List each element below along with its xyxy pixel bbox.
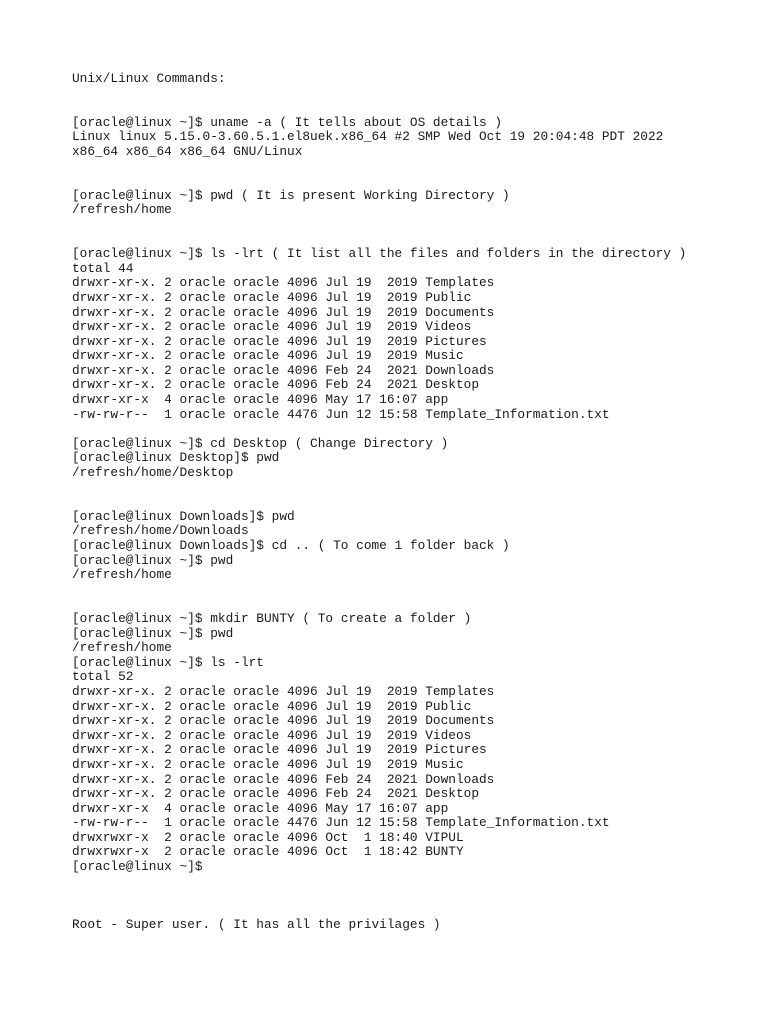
- spacer: [72, 481, 752, 510]
- ls-total: total 44: [72, 260, 134, 276]
- spacer: [72, 875, 752, 919]
- uname-output-line: x86_64 x86_64 x86_64 GNU/Linux: [72, 143, 303, 159]
- ls-row: drwxr-xr-x. 2 oracle oracle 4096 Feb 24 2021 Downloads: [72, 362, 495, 378]
- uname-command: [oracle@linux ~]$ uname -a ( It tells about OS details ): [72, 114, 503, 130]
- ls-row: drwxrwxr-x 2 oracle oracle 4096 Oct 1 18:40 VIPUL: [72, 829, 464, 845]
- ls-row: drwxr-xr-x. 2 oracle oracle 4096 Jul 19 2019 Music: [72, 348, 464, 364]
- spacer: [72, 422, 752, 437]
- shell-prompt: [oracle@linux ~]$: [72, 859, 203, 875]
- uname-output-line: Linux linux 5.15.0-3.60.5.1.el8uek.x86_64 #2 SMP Wed Oct 19 20:04:48 PDT 2022: [72, 129, 664, 145]
- ls-row: drwxr-xr-x 4 oracle oracle 4096 May 17 16:07 app: [72, 392, 449, 408]
- ls-row: drwxr-xr-x. 2 oracle oracle 4096 Jul 19 2019 Documents: [72, 713, 495, 729]
- pwd-output: /refresh/home: [72, 567, 172, 583]
- ls-row: drwxr-xr-x. 2 oracle oracle 4096 Jul 19 2019 Templates: [72, 683, 495, 699]
- spacer: [72, 218, 752, 247]
- cd-command: [oracle@linux ~]$ cd Desktop ( Change Directory ): [72, 435, 449, 451]
- pwd-output: /refresh/home: [72, 640, 172, 656]
- ls-row: -rw-rw-r-- 1 oracle oracle 4476 Jun 12 15:58 Template_Information.txt: [72, 815, 610, 831]
- ls-row: drwxr-xr-x. 2 oracle oracle 4096 Jul 19 2019 Templates: [72, 275, 495, 291]
- document-page: [72, 72, 752, 933]
- ls-row: drwxr-xr-x. 2 oracle oracle 4096 Jul 19 2019 Public: [72, 698, 472, 714]
- ls-row: drwxr-xr-x. 2 oracle oracle 4096 Feb 24 2021 Desktop: [72, 786, 480, 802]
- ls-row: drwxr-xr-x. 2 oracle oracle 4096 Jul 19 2019 Videos: [72, 727, 472, 743]
- cd-back-command: [oracle@linux Downloads]$ cd .. ( To come 1 folder back ): [72, 538, 510, 553]
- pwd-command: [oracle@linux ~]$ pwd: [72, 625, 234, 641]
- ls-row: drwxr-xr-x. 2 oracle oracle 4096 Jul 19 2019 Music: [72, 756, 464, 772]
- ls-row: drwxr-xr-x. 2 oracle oracle 4096 Jul 19 2019 Documents: [72, 304, 495, 320]
- ls-row: drwxrwxr-x 2 oracle oracle 4096 Oct 1 18:42 BUNTY: [72, 844, 464, 860]
- spacer: [72, 583, 752, 612]
- spacer: [72, 87, 752, 116]
- ls-row: drwxr-xr-x. 2 oracle oracle 4096 Jul 19 2019 Videos: [72, 319, 472, 335]
- pwd-command: [oracle@linux Downloads]$ pwd: [72, 508, 295, 524]
- ls-total: total 52: [72, 669, 134, 685]
- pwd-output: /refresh/home/Downloads: [72, 523, 249, 539]
- ls-row: drwxr-xr-x. 2 oracle oracle 4096 Jul 19 2019 Pictures: [72, 333, 487, 349]
- ls-command: [oracle@linux ~]$ ls -lrt: [72, 654, 264, 670]
- ls-row: drwxr-xr-x. 2 oracle oracle 4096 Feb 24 2021 Downloads: [72, 771, 495, 787]
- pwd-command: [oracle@linux Desktop]$ pwd: [72, 450, 280, 466]
- pwd-output: /refresh/home/Desktop: [72, 465, 234, 481]
- ls-row: -rw-rw-r-- 1 oracle oracle 4476 Jun 12 15:58 Template_Information.txt: [72, 406, 610, 422]
- root-note: Root - Super user. ( It has all the privilages ): [72, 917, 441, 933]
- pwd-output: /refresh/home: [72, 202, 172, 218]
- pwd-command: [oracle@linux ~]$ pwd ( It is present Working Directory ): [72, 187, 510, 203]
- ls-row: drwxr-xr-x. 2 oracle oracle 4096 Feb 24 2021 Desktop: [72, 377, 480, 393]
- ls-command: [oracle@linux ~]$ ls -lrt ( It list all the files and folders in the directory ): [72, 246, 687, 262]
- ls-row: drwxr-xr-x. 2 oracle oracle 4096 Jul 19 2019 Pictures: [72, 742, 487, 758]
- spacer: [72, 160, 752, 189]
- ls-row: drwxr-xr-x. 2 oracle oracle 4096 Jul 19 2019 Public: [72, 289, 472, 305]
- pwd-command: [oracle@linux ~]$ pwd: [72, 552, 234, 568]
- ls-row: drwxr-xr-x 4 oracle oracle 4096 May 17 16:07 app: [72, 800, 449, 816]
- page-heading: Unix/Linux Commands:: [72, 71, 226, 86]
- mkdir-command: [oracle@linux ~]$ mkdir BUNTY ( To create a folder ): [72, 610, 472, 626]
